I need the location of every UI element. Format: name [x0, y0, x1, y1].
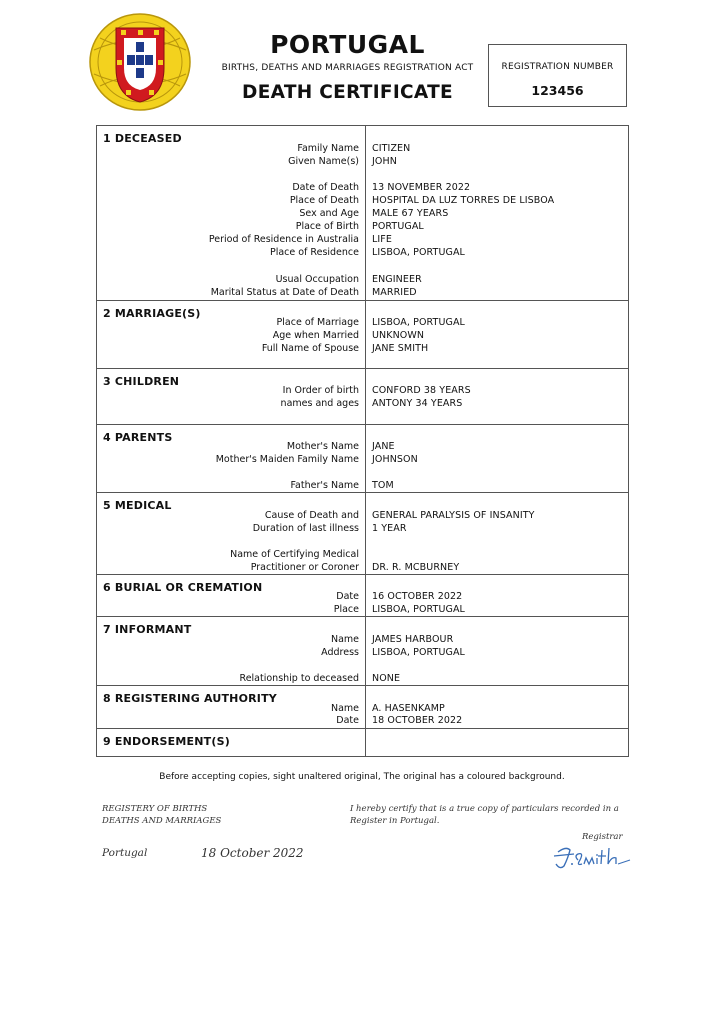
child-2-value: ANTONY 34 YEARS: [372, 398, 463, 409]
occupation-label: Usual Occupation: [275, 274, 359, 285]
marriage-age-label: Age when Married: [272, 330, 359, 341]
burial-place-label: Place: [333, 604, 359, 615]
registration-number: 123456: [531, 83, 584, 98]
section-medical: [97, 493, 628, 575]
given-names-value: JOHN: [372, 156, 397, 167]
marriage-age-value: UNKNOWN: [372, 330, 425, 341]
certify-line-2: Register in Portugal.: [350, 816, 440, 826]
family-name-label: Family Name: [297, 143, 359, 154]
section-heading: 3 CHILDREN: [103, 375, 180, 388]
registry-line-1: REGISTERY OF BIRTHS: [102, 804, 208, 814]
registry-line-2: DEATHS AND MARRIAGES: [102, 816, 222, 826]
section-informant: [97, 617, 628, 686]
children-label-line2: names and ages: [280, 398, 359, 409]
marriage-place-value: LISBOA, PORTUGAL: [372, 317, 465, 328]
authority-date-value: 18 OCTOBER 2022: [372, 715, 463, 726]
spouse-value: JANE SMITH: [372, 343, 429, 354]
occupation-value: ENGINEER: [372, 274, 422, 285]
residence-period-label: Period of Residence in Australia: [208, 234, 359, 245]
place-of-residence-label: Place of Residence: [269, 247, 359, 258]
place-of-death-label: Place of Death: [289, 195, 359, 206]
mother-name-label: Mother's Name: [286, 441, 359, 452]
place-of-death-value: HOSPITAL DA LUZ TORRES DE LISBOA: [372, 195, 555, 206]
family-name-value: CITIZEN: [372, 143, 411, 154]
informant-address-label: Address: [321, 647, 359, 658]
sex-age-label: Sex and Age: [299, 208, 359, 219]
certify-line-1: I hereby certify that is a true copy of particulars recorded in a: [350, 804, 619, 814]
marriage-place-label: Place of Marriage: [276, 317, 359, 328]
certifier-value: DR. R. MCBURNEY: [372, 562, 460, 573]
section-heading: 7 INFORMANT: [103, 623, 192, 636]
section-heading: 9 ENDORSEMENT(S): [103, 735, 230, 748]
certifier-label-line2: Practitioner or Coroner: [250, 562, 359, 573]
section-heading: 2 MARRIAGE(S): [103, 307, 201, 320]
relationship-label: Relationship to deceased: [239, 673, 359, 684]
spouse-label: Full Name of Spouse: [261, 343, 359, 354]
section-heading: 4 PARENTS: [103, 431, 173, 444]
portugal-coat-of-arms-icon: [86, 10, 194, 114]
maiden-name-label: Mother's Maiden Family Name: [215, 454, 359, 465]
place-of-birth-value: PORTUGAL: [372, 221, 424, 232]
father-name-value: TOM: [372, 480, 394, 491]
date-of-death-value: 13 NOVEMBER 2022: [372, 182, 471, 193]
section-parents: [97, 425, 628, 493]
section-children: [97, 369, 628, 425]
section-heading: 6 BURIAL OR CREMATION: [103, 581, 263, 594]
informant-name-label: Name: [330, 634, 359, 645]
authority-name-label: Name: [330, 703, 359, 714]
informant-name-value: JAMES HARBOUR: [372, 634, 454, 645]
act-subtitle: BIRTHS, DEATHS AND MARRIAGES REGISTRATION ACT: [221, 63, 474, 73]
child-1-value: CONFORD 38 YEARS: [372, 385, 471, 396]
section-heading: 8 REGISTERING AUTHORITY: [103, 692, 277, 705]
registrar-signature: [552, 842, 632, 872]
maiden-name-value: JOHNSON: [372, 454, 418, 465]
cause-label: Cause of Death and: [264, 510, 359, 521]
duration-value: 1 YEAR: [372, 523, 407, 534]
section-authority: [97, 686, 628, 729]
country-title: PORTUGAL: [270, 30, 425, 59]
section-deceased: [97, 126, 628, 301]
section-heading: 1 DECEASED: [103, 132, 182, 145]
children-label-line1: In Order of birth: [282, 385, 359, 396]
father-name-label: Father's Name: [290, 480, 359, 491]
section-heading: 5 MEDICAL: [103, 499, 172, 512]
mother-name-value: JANE: [372, 441, 395, 452]
section-marriage: [97, 301, 628, 369]
certificate-table: [96, 125, 629, 757]
authority-name-value: A. HASENKAMP: [372, 703, 445, 714]
informant-address-value: LISBOA, PORTUGAL: [372, 647, 465, 658]
document-title: DEATH CERTIFICATE: [242, 82, 453, 103]
authority-date-label: Date: [336, 715, 359, 726]
certifier-label-line1: Name of Certifying Medical: [230, 549, 359, 560]
registration-label: REGISTRATION NUMBER: [501, 62, 614, 72]
section-burial: [97, 575, 628, 617]
issue-date: 18 October 2022: [201, 846, 304, 860]
marital-status-label: Marital Status at Date of Death: [210, 287, 359, 298]
registration-box: [488, 44, 627, 107]
residence-period-value: LIFE: [372, 234, 392, 245]
place-of-residence-value: LISBOA, PORTUGAL: [372, 247, 465, 258]
place-of-birth-label: Place of Birth: [295, 221, 359, 232]
given-names-label: Given Name(s): [288, 156, 359, 167]
original-notice: Before accepting copies, sight unaltered original, The original has a coloured background.: [159, 772, 565, 782]
section-endorsements: [97, 729, 628, 756]
registrar-label: Registrar: [582, 832, 623, 842]
relationship-value: NONE: [372, 673, 401, 684]
issue-place: Portugal: [102, 847, 148, 859]
burial-date-label: Date: [336, 591, 359, 602]
date-of-death-label: Date of Death: [292, 182, 359, 193]
sex-age-value: MALE 67 YEARS: [372, 208, 449, 219]
burial-date-value: 16 OCTOBER 2022: [372, 591, 463, 602]
marital-status-value: MARRIED: [372, 287, 417, 298]
burial-place-value: LISBOA, PORTUGAL: [372, 604, 465, 615]
duration-label: Duration of last illness: [252, 523, 359, 534]
cause-value: GENERAL PARALYSIS OF INSANITY: [372, 510, 535, 521]
